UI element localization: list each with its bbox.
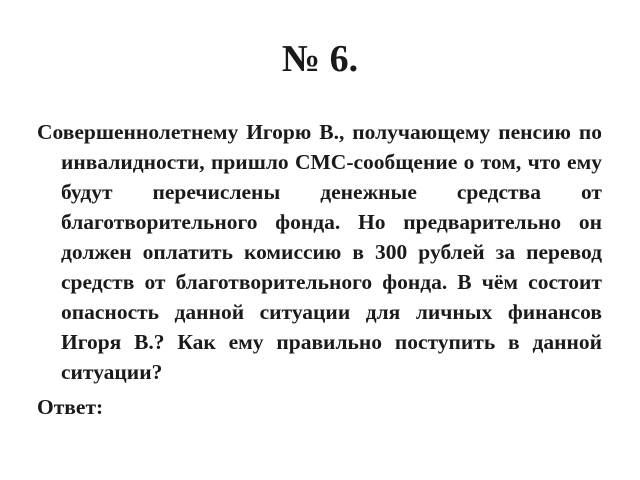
task-text: Совершеннолетнему Игорю В., получающему пенсию по инвалидности, пришло СМС-сообщение о том, что ему будут перечислены денежные средства от благотворительного фонда. Но предварительно он должен оплатить комиссию в 300 рублей за перевод средств от благотворительного фонда. В чём состоит опасность данной ситуации для личных финансов Игоря В.? Как ему правильно поступить в данной ситуации?: [37, 120, 602, 384]
slide-content: [37, 117, 602, 422]
answer-label: Ответ:: [37, 395, 104, 419]
slide-title: № 6.: [281, 38, 359, 80]
